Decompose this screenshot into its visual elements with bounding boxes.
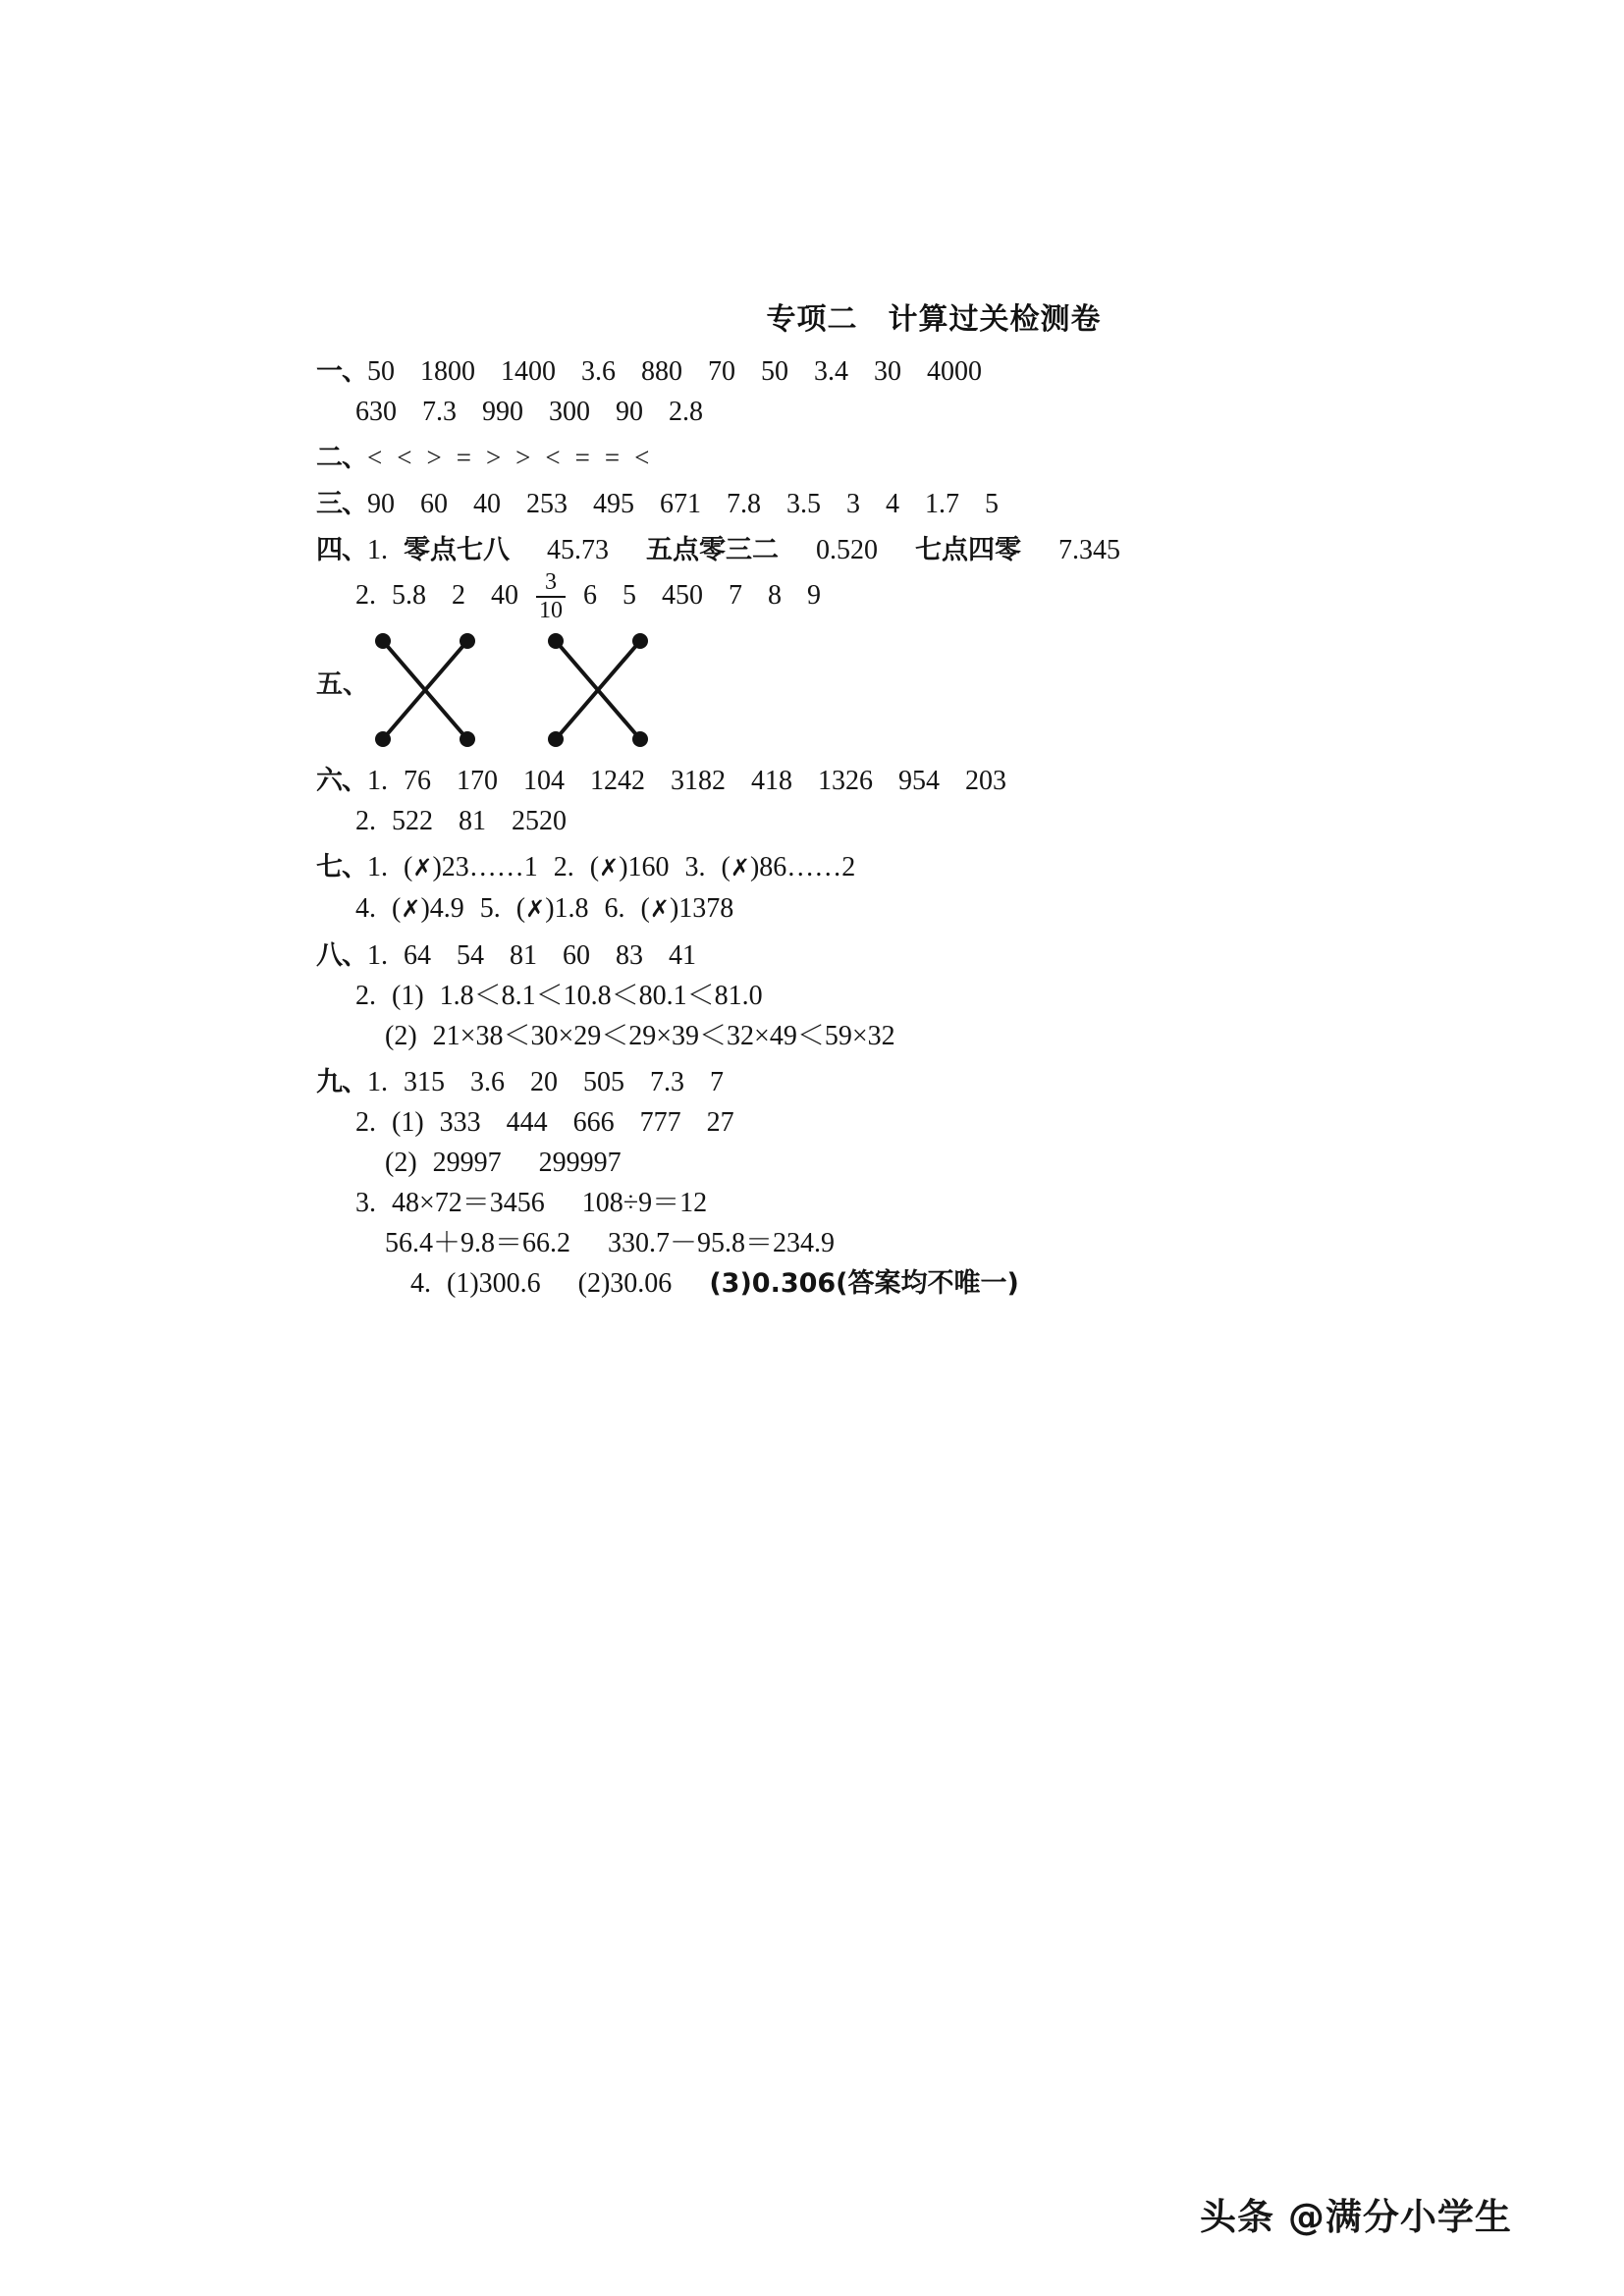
answer-token: 505 (583, 1066, 624, 1097)
item-label: 2. (553, 851, 574, 882)
section-5-mark: 五、 (316, 668, 369, 700)
section-4-mark: 四、 (316, 535, 367, 565)
section-6-line-2 (316, 801, 1475, 841)
answer-token: 315 (404, 1066, 445, 1097)
cross-icon: ✗ (730, 853, 750, 881)
sub-item-label: (2) (385, 1020, 417, 1051)
comparison-symbol: = (456, 443, 471, 472)
answer-token: 299997 (538, 1147, 622, 1178)
cross-icon: ✗ (599, 853, 620, 881)
answer-token: 4000 (927, 356, 982, 387)
section-9-mark: 九、 (316, 1066, 367, 1097)
answer-token: 444 (506, 1106, 548, 1138)
answer-expression: 108÷9＝12 (581, 1187, 708, 1218)
answer-token: 70 (708, 356, 735, 387)
item-label: 1. (367, 765, 388, 796)
answer-token: 30 (874, 356, 901, 387)
answer-token: 450 (662, 579, 703, 611)
answer-token: 522 (392, 805, 433, 836)
answer-expression: 330.7－95.8＝234.9 (608, 1227, 836, 1258)
section-9-line-1 (316, 1062, 1475, 1102)
answer-token: 50 (761, 356, 788, 387)
fraction-denominator: 10 (539, 597, 563, 623)
section-7-line-1 (316, 847, 1475, 888)
comparison-symbol: = (574, 443, 590, 472)
section-2-line-1 (316, 438, 1475, 478)
section-1 (316, 351, 1475, 432)
comparison-symbol: > (485, 443, 502, 472)
section-4-line-2 (316, 570, 1475, 623)
answer-token: 7.3 (650, 1066, 684, 1097)
answer-token: 203 (965, 765, 1006, 796)
answer-token: 60 (420, 489, 448, 519)
answer-token: 3182 (671, 765, 726, 796)
fraction-numerator: 3 (545, 569, 557, 595)
cross-icon: ✗ (525, 894, 546, 923)
answer-token: 7.345 (1058, 535, 1120, 565)
answer-token: 1326 (818, 765, 873, 796)
answer-token: 954 (898, 765, 940, 796)
answer-expression: 48×72＝3456 (392, 1187, 545, 1218)
answer-token: 3.4 (814, 356, 848, 387)
section-1-line-2 (316, 392, 1475, 432)
sub-item-label: (1) (392, 980, 424, 1011)
section-3-line-1 (316, 484, 1475, 524)
answer-token: 4.9 (429, 892, 464, 924)
cross-icon: ✗ (401, 894, 421, 923)
answer-token: 9 (807, 579, 821, 611)
answer-token: 666 (572, 1106, 615, 1138)
answer-token: 20 (530, 1066, 558, 1097)
answer-token: 50 (367, 356, 395, 387)
answer-token: 104 (523, 765, 565, 796)
matching-lines-diagram (373, 629, 668, 752)
answer-token: 1242 (590, 765, 645, 796)
section-1-mark: 一、 (316, 356, 367, 387)
answer-token: 7 (710, 1066, 724, 1097)
answer-token: 2.8 (669, 397, 703, 427)
comparison-symbol: < (545, 443, 561, 472)
match-dot-bottom-3[interactable] (548, 731, 564, 747)
answer-token: 2520 (512, 805, 567, 836)
section-9 (316, 1062, 1475, 1304)
match-dot-group (375, 633, 648, 747)
answer-token: 333 (439, 1106, 481, 1138)
answer-expression: 1.8＜8.1＜10.8＜80.1＜81.0 (439, 980, 763, 1011)
answer-token: 300 (549, 397, 590, 427)
answer-token: 495 (593, 489, 634, 519)
item-label: 1. (367, 939, 388, 971)
match-dot-top-1[interactable] (375, 633, 391, 649)
answer-token: 27 (706, 1106, 734, 1138)
answer-token: 1800 (420, 356, 475, 387)
answer-token: 0.520 (816, 535, 878, 565)
answer-token: 41 (669, 939, 696, 971)
answer-token: 160 (627, 851, 670, 882)
section-9-line-2 (316, 1102, 1475, 1143)
answer-token: 45.73 (547, 535, 609, 565)
section-2-mark: 二、 (316, 443, 367, 473)
cross-icon: ✗ (649, 894, 670, 923)
section-4-line-1 (316, 530, 1475, 570)
answer-token: 6 (583, 579, 597, 611)
answer-token: 170 (457, 765, 498, 796)
comparison-symbol: > (515, 443, 531, 472)
answer-token: 83 (616, 939, 643, 971)
item-label: 1. (367, 851, 388, 882)
answer-token: 86……2 (759, 851, 856, 882)
answer-token: 671 (660, 489, 701, 519)
answer-token: 5 (985, 489, 999, 519)
section-8-line-3 (316, 1016, 1475, 1056)
section-8-mark: 八、 (316, 939, 367, 971)
answer-token: 7.3 (422, 397, 457, 427)
section-5 (316, 629, 1475, 755)
answer-token: 990 (482, 397, 523, 427)
judgement-mark-wrap: (✗)23……1 (404, 851, 538, 882)
answer-token: 零点七八 (404, 535, 510, 565)
section-9-line-5 (316, 1223, 1475, 1263)
answer-token: 64 (404, 939, 431, 971)
answer-token: 2 (452, 579, 465, 611)
item-label: 2. (355, 805, 376, 836)
section-3-mark: 三、 (316, 489, 367, 519)
item-label: 2. (355, 1106, 376, 1138)
section-6-line-1 (316, 761, 1475, 801)
answer-token: 1378 (678, 892, 734, 924)
answer-token: 3.5 (786, 489, 821, 519)
judgement-mark-wrap: (✗)160 (589, 851, 670, 882)
section-8-line-1 (316, 935, 1475, 976)
answer-token: 3 (846, 489, 860, 519)
answer-token: 4 (886, 489, 899, 519)
item-label: 2. (355, 579, 376, 611)
section-4 (316, 530, 1475, 623)
answer-expression: (3)0.306(答案均不唯一) (709, 1267, 1019, 1299)
answer-token: 1400 (501, 356, 556, 387)
section-7-line-2 (316, 888, 1475, 930)
answer-token: 630 (355, 397, 397, 427)
section-7-mark: 七、 (316, 851, 367, 882)
section-8-line-2 (316, 976, 1475, 1016)
answer-token: 7 (729, 579, 742, 611)
comparison-symbol: < (367, 443, 383, 472)
comparison-symbol: > (426, 443, 442, 472)
answer-token: 1.8 (554, 892, 589, 924)
page-title: 专项二 计算过关检测卷 (766, 302, 1102, 337)
answer-token: 880 (641, 356, 682, 387)
section-6 (316, 761, 1475, 841)
item-label: 2. (355, 980, 376, 1011)
answer-token: 29997 (432, 1147, 502, 1178)
sub-item-label: (1) (392, 1106, 424, 1138)
match-dot-top-3[interactable] (548, 633, 564, 649)
answer-token: 60 (563, 939, 590, 971)
cross-icon: ✗ (412, 853, 433, 881)
answer-token: 40 (473, 489, 501, 519)
answer-token: 3.6 (470, 1066, 505, 1097)
section-9-line-3 (316, 1143, 1475, 1183)
answer-token: 90 (367, 489, 395, 519)
match-dot-bottom-2[interactable] (460, 731, 475, 747)
item-label: 6. (604, 892, 625, 924)
answer-token: 418 (751, 765, 792, 796)
answer-token: 8 (768, 579, 782, 611)
answer-expression: (1)300.6 (447, 1267, 541, 1299)
match-dot-top-2[interactable] (460, 633, 475, 649)
answer-token: 40 (491, 579, 518, 611)
judgement-mark-wrap: (✗)1378 (640, 892, 734, 924)
fraction-three-tenths (536, 570, 566, 623)
match-dot-top-4[interactable] (632, 633, 648, 649)
answer-token: 1.7 (925, 489, 959, 519)
answer-token: 76 (404, 765, 431, 796)
item-label: 3. (355, 1187, 376, 1218)
answer-expression: (2)30.06 (577, 1267, 673, 1299)
section-1-line-1 (316, 351, 1475, 392)
answer-token: 23……1 (441, 851, 538, 882)
answer-token: 5.8 (392, 579, 426, 611)
match-dot-bottom-1[interactable] (375, 731, 391, 747)
judgement-mark-wrap: (✗)4.9 (392, 892, 464, 924)
answer-token: 81 (459, 805, 486, 836)
answer-token: 777 (639, 1106, 681, 1138)
item-label: 4. (355, 892, 376, 924)
comparison-symbol: < (397, 443, 412, 472)
answer-token: 7.8 (727, 489, 761, 519)
section-2 (316, 438, 1475, 478)
comparison-symbol: = (604, 443, 621, 472)
item-label: 4. (410, 1267, 431, 1299)
item-label: 5. (479, 892, 501, 924)
section-8 (316, 935, 1475, 1056)
comparison-symbol: < (634, 443, 650, 472)
answer-key-body (316, 294, 1475, 1309)
answer-token: 81 (510, 939, 537, 971)
answer-token: 七点四零 (915, 535, 1021, 565)
judgement-mark-wrap: (✗)1.8 (515, 892, 589, 924)
sub-item-label: (2) (385, 1147, 417, 1178)
item-label: 1. (367, 1066, 388, 1097)
answer-token: 3.6 (581, 356, 616, 387)
answer-token: 253 (526, 489, 568, 519)
answer-token: 90 (616, 397, 643, 427)
section-7 (316, 847, 1475, 930)
section-3 (316, 484, 1475, 524)
item-label: 3. (684, 851, 706, 882)
answer-expression: 56.4＋9.8＝66.2 (385, 1227, 571, 1258)
section-9-line-6 (316, 1263, 1475, 1304)
source-watermark: 头条 @满分小学生 (1200, 2196, 1512, 2238)
section-9-line-4 (316, 1183, 1475, 1223)
item-label: 1. (367, 535, 388, 565)
answer-expression: 21×38＜30×29＜29×39＜32×49＜59×32 (432, 1020, 895, 1051)
answer-token: 五点零三二 (646, 535, 779, 565)
judgement-mark-wrap: (✗)86……2 (721, 851, 856, 882)
match-line-group (383, 641, 640, 739)
answer-token: 5 (623, 579, 636, 611)
match-dot-bottom-4[interactable] (632, 731, 648, 747)
section-6-mark: 六、 (316, 765, 367, 796)
answer-token: 54 (457, 939, 484, 971)
